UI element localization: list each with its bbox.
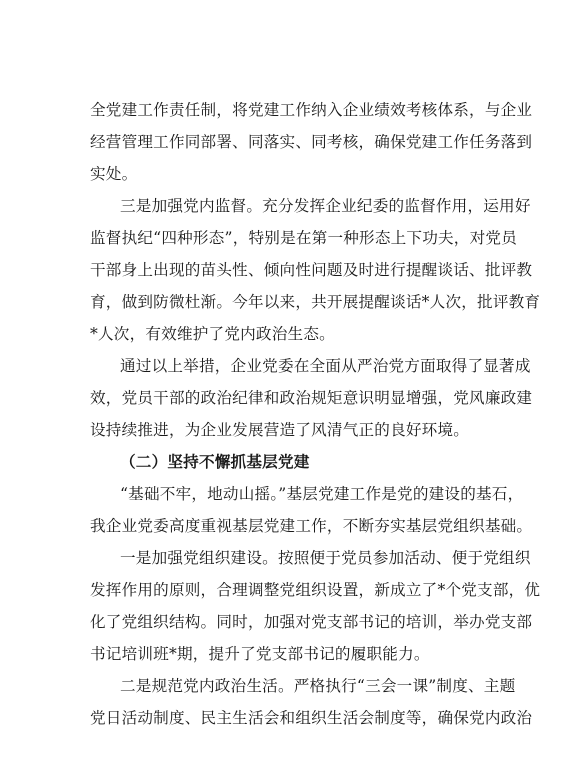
body-line: 化了党组织结构。同时，加强对党支部书记的培训，举办党支部: [90, 613, 533, 631]
body-line: *人次，有效维护了党内政治生态。: [90, 325, 335, 343]
body-line: 党日活动制度、民主生活会和组织生活会制度等，确保党内政治: [90, 709, 533, 727]
body-line: 全党建工作责任制，将党建工作纳入企业绩效考核体系，与企业: [90, 101, 533, 119]
body-line: 育，做到防微杜渐。今年以来，共开展提醒谈话*人次，批评教育: [90, 293, 541, 311]
body-line: 效，党员干部的政治纪律和政治规矩意识明显增强，党风廉政建: [90, 389, 533, 407]
body-line: 一是加强党组织建设。按照便于党员参加活动、便于党组织: [120, 549, 531, 567]
body-line: 设持续推进，为企业发展营造了风清气正的良好环境。: [90, 421, 470, 439]
body-line: “基础不牢，地动山摇。”基层党建工作是党的建设的基石，: [120, 485, 524, 503]
body-line: 发挥作用的原则，合理调整党组织设置，新成立了*个党支部，优: [90, 581, 541, 599]
body-line: 经营管理工作同部署、同落实、同考核，确保党建工作任务落到: [90, 133, 533, 151]
body-line: 书记培训班*期，提升了党支部书记的履职能力。: [90, 645, 430, 663]
body-line: 监督执纪“四种形态”，特别是在第一种形态上下功夫，对党员: [90, 229, 517, 247]
body-line: 二是规范党内政治生活。严格执行“三会一课”制度、主题: [120, 677, 516, 695]
body-line: 三是加强党内监督。充分发挥企业纪委的监督作用，运用好: [120, 197, 531, 215]
section-heading: （二）坚持不懈抓基层党建: [120, 452, 310, 471]
body-line: 实处。: [90, 165, 138, 183]
body-line: 通过以上举措，企业党委在全面从严治党方面取得了显著成: [120, 357, 531, 375]
body-line: 干部身上出现的苗头性、倾向性问题及时进行提醒谈话、批评教: [90, 261, 533, 279]
body-line: 我企业党委高度重视基层党建工作，不断夯实基层党组织基础。: [90, 517, 533, 535]
